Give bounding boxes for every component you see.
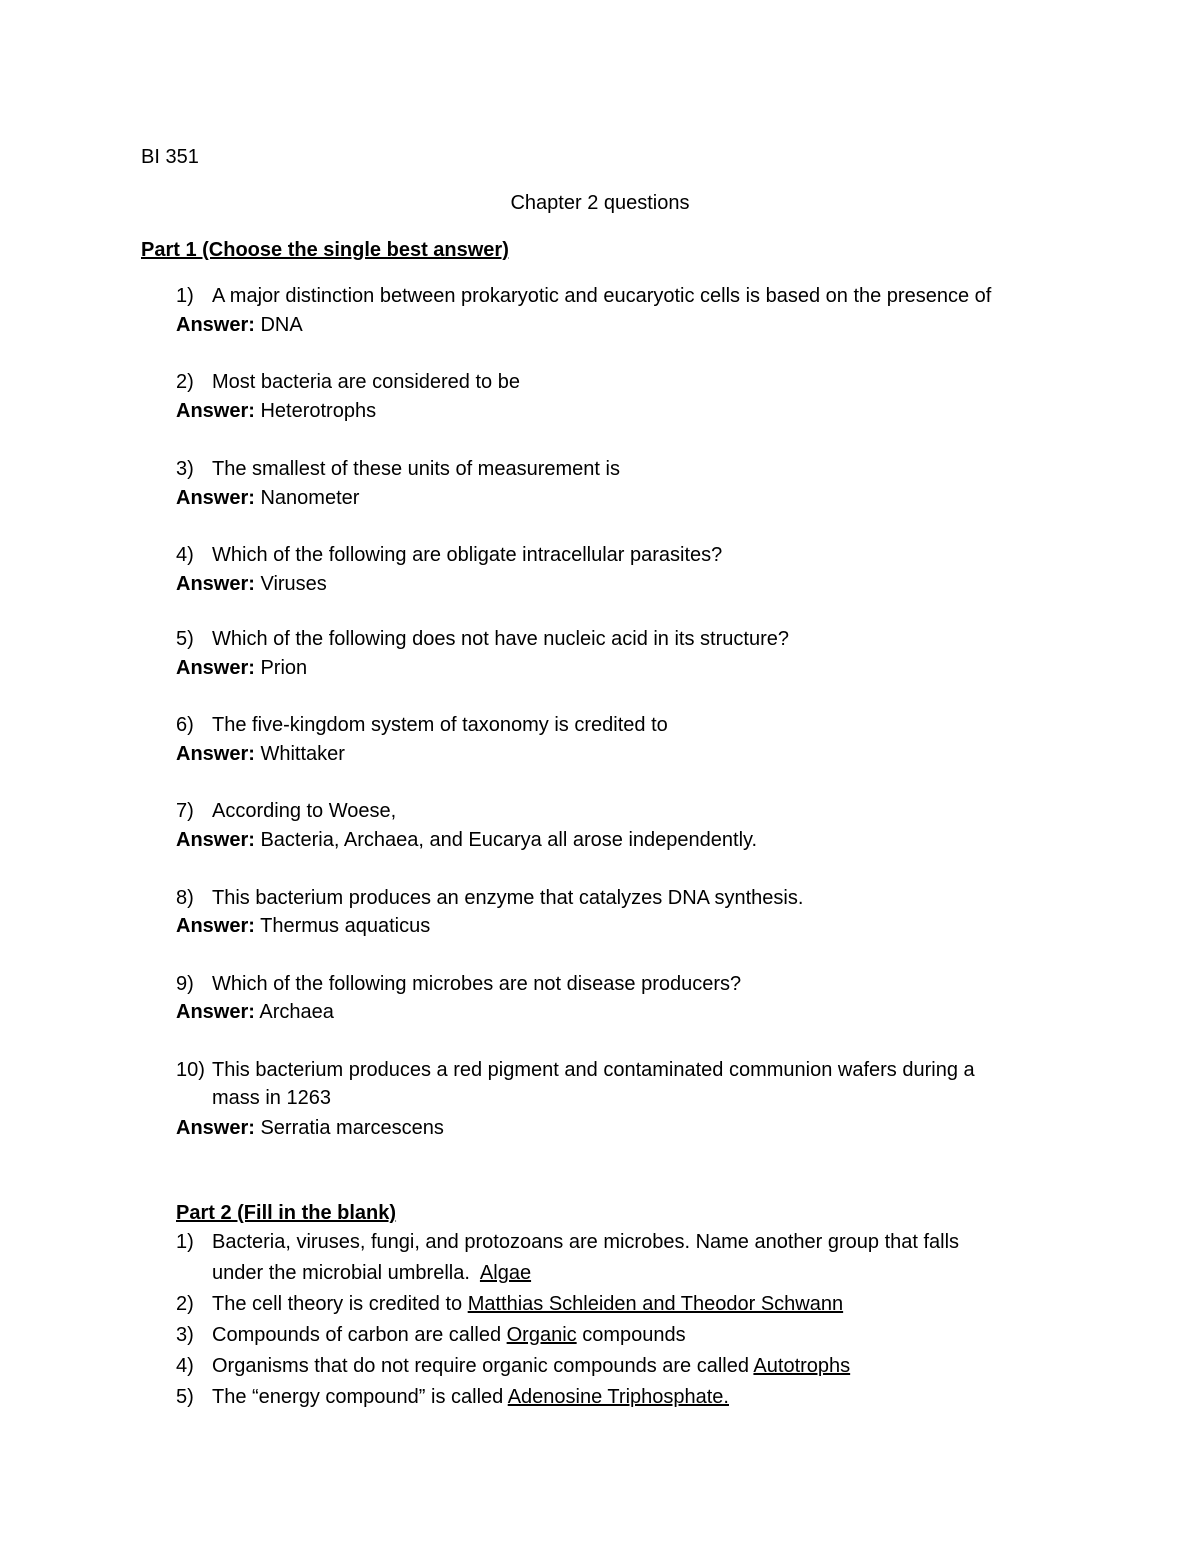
question-5: 5) Which of the following does not have nucleic acid in its structure? — [176, 628, 789, 650]
fill-answer-1: Algae — [479, 1262, 532, 1284]
answer-1: Answer: DNA — [176, 314, 303, 336]
question-10-continued: mass in 1263 — [212, 1087, 331, 1109]
question-6: 6) The five-kingdom system of taxonomy is credited to — [176, 714, 668, 736]
question-3: 3) The smallest of these units of measurement is — [176, 458, 620, 480]
question-10: 10) This bacterium produces a red pigment and contaminated communion wafers during a — [176, 1059, 975, 1081]
fill-answer-3: Organic — [506, 1324, 577, 1346]
question-4: 4) Which of the following are obligate intracellular parasites? — [176, 544, 723, 566]
fill-answer-4: Autotrophs — [753, 1355, 851, 1377]
question-9: 9) Which of the following microbes are not disease producers? — [176, 973, 742, 995]
question-8: 8) This bacterium produces an enzyme that catalyzes DNA synthesis. — [176, 887, 804, 909]
page-title: Chapter 2 questions — [510, 192, 690, 214]
fill-answer-2: Matthias Schleiden and Theodor Schwann — [467, 1293, 844, 1315]
part1-heading: Part 1 (Choose the single best answer) — [141, 239, 509, 261]
fill-item-2: 2) The cell theory is credited to Matthias Schleiden and Theodor Schwann — [176, 1293, 844, 1315]
part2-heading: Part 2 (Fill in the blank) — [176, 1202, 397, 1224]
course-code: BI 351 — [141, 146, 199, 168]
fill-item-1: 1) Bacteria, viruses, fungi, and protozoans are microbes. Name another group that falls — [176, 1231, 960, 1253]
question-7: 7) According to Woese, — [176, 800, 397, 822]
answer-10: Answer: Serratia marcescens — [176, 1117, 444, 1139]
answer-9: Answer: Archaea — [176, 1001, 334, 1023]
question-2: 2) Most bacteria are considered to be — [176, 371, 520, 393]
answer-2: Answer: Heterotrophs — [176, 400, 377, 422]
answer-5: Answer: Prion — [176, 657, 308, 679]
answer-8: Answer: Thermus aquaticus — [176, 915, 431, 937]
answer-6: Answer: Whittaker — [176, 743, 345, 765]
fill-item-3: 3) Compounds of carbon are called Organic compounds — [176, 1324, 686, 1346]
answer-7: Answer: Bacteria, Archaea, and Eucarya all arose independently. — [176, 829, 758, 851]
fill-item-5: 5) The “energy compound” is called Adenosine Triphosphate. — [176, 1386, 729, 1408]
answer-4: Answer: Viruses — [176, 573, 327, 595]
fill-item-1-continued: under the microbial umbrella. Algae — [212, 1262, 532, 1284]
fill-answer-5: Adenosine Triphosphate. — [507, 1386, 729, 1408]
answer-3: Answer: Nanometer — [176, 487, 360, 509]
question-1: 1) A major distinction between prokaryotic and eucaryotic cells is based on the presence of — [176, 285, 992, 307]
fill-item-4: 4) Organisms that do not require organic compounds are called Autotrophs — [176, 1355, 851, 1377]
